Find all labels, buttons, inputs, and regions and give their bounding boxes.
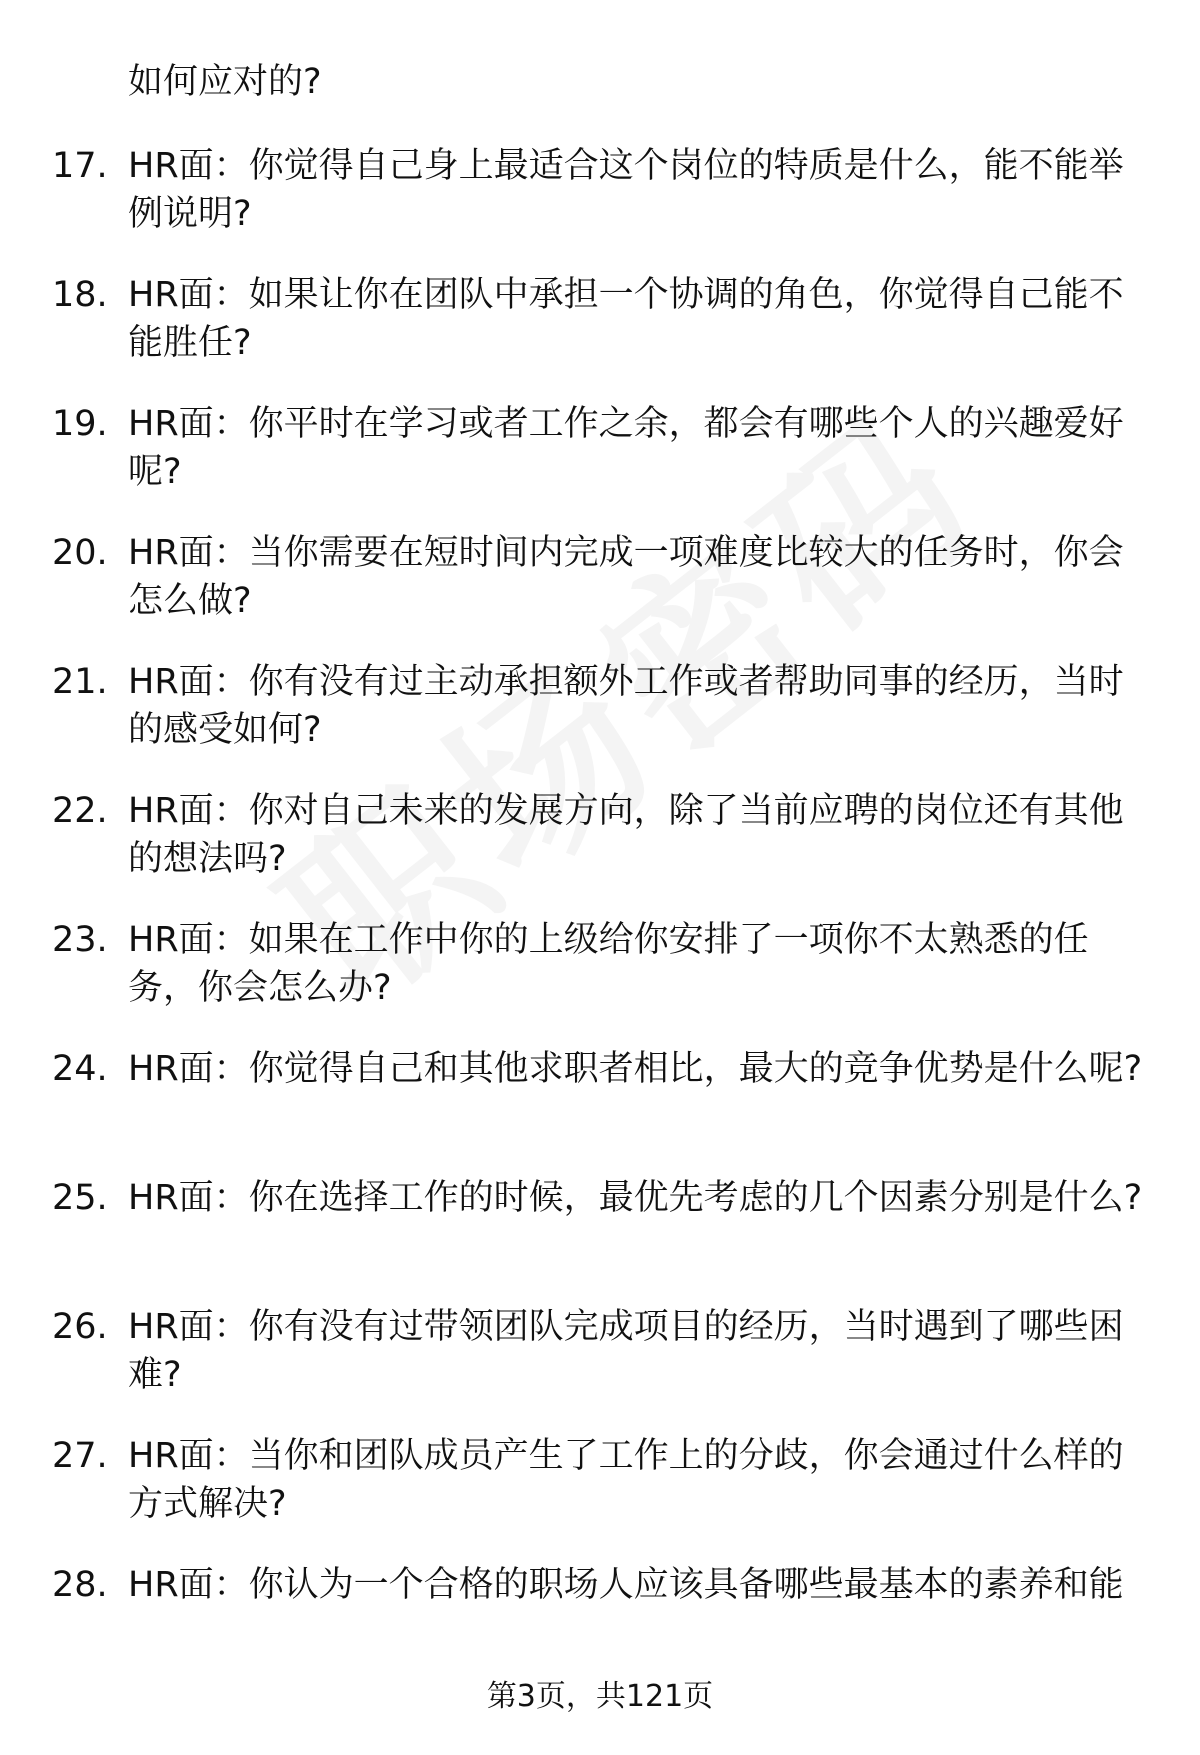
question-text: HR面：你觉得自己和其他求职者相比，最大的竞争优势是什么呢?: [128, 1049, 1143, 1089]
question-number: 22.: [52, 791, 108, 831]
question-text: HR面：你认为一个合格的职场人应该具备哪些最基本的素养和能: [128, 1565, 1124, 1605]
question-item: [0, 1303, 1200, 1432]
question-number: 23.: [52, 920, 108, 960]
continued-question-text: 如何应对的?: [128, 62, 322, 102]
question-text: HR面：你对自己未来的发展方向，除了当前应聘的岗位还有其他的想法吗?: [128, 791, 1124, 879]
question-item: [0, 1561, 1200, 1690]
question-item: [0, 271, 1200, 400]
question-number: 20.: [52, 533, 108, 573]
question-item: [0, 142, 1200, 271]
question-item: [0, 1174, 1200, 1303]
question-number: 24.: [52, 1049, 108, 1089]
question-number: 26.: [52, 1307, 108, 1347]
question-item: [0, 658, 1200, 787]
question-item: [0, 400, 1200, 529]
question-number: 21.: [52, 662, 108, 702]
question-text: HR面：你在选择工作的时候，最优先考虑的几个因素分别是什么?: [128, 1178, 1143, 1218]
question-number: 17.: [52, 146, 108, 186]
question-text: HR面：当你需要在短时间内完成一项难度比较大的任务时，你会怎么做?: [128, 533, 1124, 621]
question-item: [0, 787, 1200, 916]
question-text: HR面：你有没有过带领团队完成项目的经历，当时遇到了哪些困难?: [128, 1307, 1124, 1395]
question-text: HR面：你平时在学习或者工作之余，都会有哪些个人的兴趣爱好呢?: [128, 404, 1124, 492]
question-number: 19.: [52, 404, 108, 444]
question-text: HR面：当你和团队成员产生了工作上的分歧，你会通过什么样的方式解决?: [128, 1436, 1124, 1524]
question-list: [0, 142, 1200, 1690]
question-number: 28.: [52, 1565, 108, 1605]
question-item: [0, 1045, 1200, 1174]
question-item: [0, 916, 1200, 1045]
question-item: [0, 1432, 1200, 1561]
question-text: HR面：如果让你在团队中承担一个协调的角色，你觉得自己能不能胜任?: [128, 275, 1124, 363]
question-text: HR面：你觉得自己身上最适合这个岗位的特质是什么，能不能举例说明?: [128, 146, 1124, 234]
page-number-footer: 第3页，共121页: [486, 1679, 714, 1714]
question-text: HR面：你有没有过主动承担额外工作或者帮助同事的经历，当时的感受如何?: [128, 662, 1124, 750]
question-number: 25.: [52, 1178, 108, 1218]
question-text: HR面：如果在工作中你的上级给你安排了一项你不太熟悉的任务，你会怎么办?: [128, 920, 1089, 1008]
question-number: 18.: [52, 275, 108, 315]
question-number: 27.: [52, 1436, 108, 1476]
question-item: [0, 529, 1200, 658]
